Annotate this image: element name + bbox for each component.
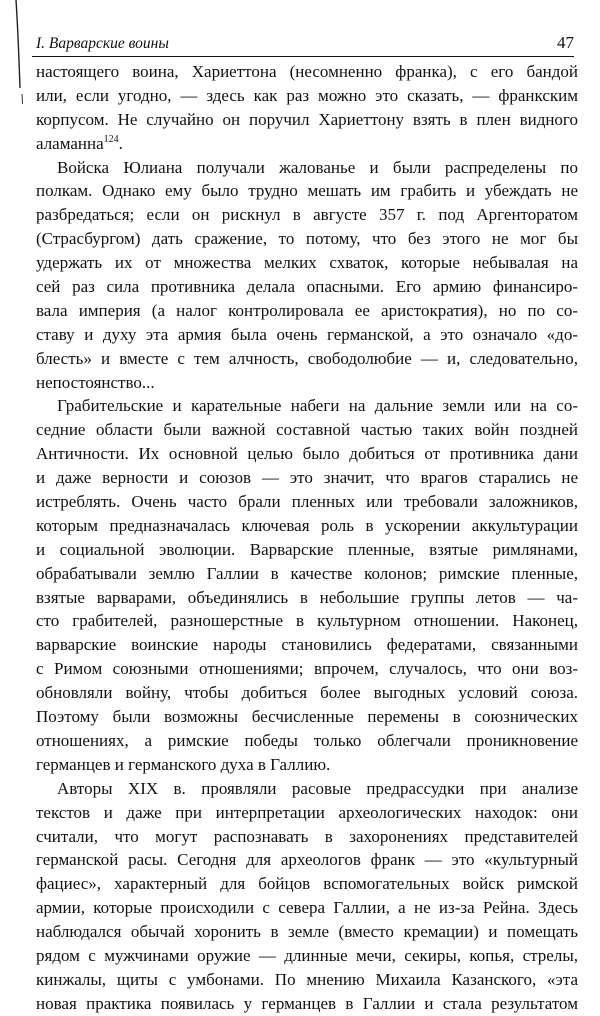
- text-line: и даже верности и союзов — это значит, что врагов старались не: [36, 468, 578, 488]
- page-number: 47: [557, 33, 574, 52]
- footnote-ref: 124: [103, 133, 119, 145]
- text-line: седние области были важной составной частью таких войн поздней: [36, 420, 578, 440]
- text-line: армии, которые происходили с севера Галлии, а не из-за Рейна. Здесь: [36, 898, 578, 918]
- text-line: Грабительские и карательные набеги на дальние земли или на со-: [57, 396, 578, 416]
- text-fragment: аламанна: [36, 133, 104, 153]
- paragraph-4: [36, 777, 578, 1016]
- text-line: сто грабителей, разношерстные в культурном отношении. Наконец,: [36, 611, 578, 631]
- text-line: и социальной эволюции. Варварские пленные, взятые римлянами,: [36, 539, 578, 559]
- text-line: рядом с мужчинами оружие — длинные мечи, секиры, копья, стрелы,: [36, 945, 578, 965]
- text-line: аламанна$^{124}$.: [36, 133, 123, 153]
- text-line: считали, что могут распознавать в захоронениях представителей: [36, 826, 578, 846]
- text-line: (Страсбургом) дать сражение, то потому, что без этого не мог бы: [36, 229, 578, 249]
- text-line: удержать их от множества мелких схваток, которые небывалая на: [36, 253, 578, 273]
- text-line: непостоянство...: [36, 372, 155, 392]
- text-line: истреблять. Очень часто брали пленных или требовали заложников,: [36, 492, 578, 512]
- text-line: германской расы. Сегодня для археологов франк — это «культурный: [36, 850, 578, 870]
- text-body: [36, 60, 578, 1013]
- text-line: настоящего воина, Хариеттона (несомненно франка), с его бандой: [36, 62, 578, 81]
- paragraph-1: [36, 60, 578, 156]
- text-line: фациес», характерный для бойцов вспомогательных войск римской: [36, 874, 578, 894]
- text-line: полкам. Однако ему было трудно мешать им грабить и убеждать не: [36, 181, 578, 201]
- page-binding-edge: [14, 0, 26, 110]
- text-line: Поэтому были возможны бесчисленные перемены в союзнических: [36, 707, 578, 727]
- text-line: Античности. Их основной целью было добиться от противника дани: [36, 444, 578, 464]
- text-line: корпусом. Не случайно он поручил Хариеттону взять в плен видного: [36, 109, 578, 129]
- text-line: ставу и духу эта армия была очень германской, а это означало «до-: [36, 324, 578, 344]
- text-line: сей раз сила противника делала опасными. Его армию финансиро-: [36, 277, 578, 297]
- paragraph-3: [36, 394, 578, 776]
- text-line: взятые варварами, объединялись в небольшие группы летов — ча-: [36, 587, 578, 607]
- text-line: которым предназначалась ключевая роль в ускорении аккультурации: [36, 515, 578, 535]
- running-head: I. Варварские воины: [36, 35, 169, 52]
- text-line: обновляли войну, чтобы добиться более выгодных условий союза.: [36, 683, 578, 703]
- text-line: текстов и даже при интерпретации археологических находок: они: [36, 802, 578, 822]
- text-line: новая практика появилась у германцев в Галлии и стала результатом: [36, 993, 578, 1013]
- text-line: вала империя (а налог контролировала ее аристократия), но по со-: [36, 300, 578, 320]
- text-line: германцев и германского духа в Галлию.: [36, 754, 331, 774]
- text-line: отношениях, а римские победы только облегчали проникновение: [36, 730, 578, 750]
- text-line: разбредаться; если он рискнул в августе 357 г. под Аргенторатом: [36, 205, 578, 225]
- text-line: Авторы XIX в. проявляли расовые предрассудки при анализе: [57, 778, 578, 798]
- text-line: Войска Юлиана получали жалованье и были распределены по: [57, 157, 578, 177]
- text-line: наблюдался обычай хоронить в земле (вместо кремации) и помещать: [36, 922, 578, 942]
- text-line: или, если угодно, — здесь как раз можно это сказать, — франкским: [36, 85, 578, 105]
- text-line: кинжалы, щиты с умбонами. По мнению Михаила Казанского, «эта: [36, 969, 578, 989]
- text-line: с Римом союзными отношениями; впрочем, случалось, что они воз-: [36, 659, 578, 679]
- text-line: обрабатывали землю Галлии в качестве колонов; римские пленные,: [36, 563, 578, 583]
- text-line: блесть» и вместе с тем алчность, свободолюбие — и, следовательно,: [36, 348, 578, 368]
- page-header: [32, 34, 574, 57]
- paragraph-2: [36, 156, 578, 395]
- text-line: варварские воинские народы становились федератами, связанными: [36, 635, 578, 655]
